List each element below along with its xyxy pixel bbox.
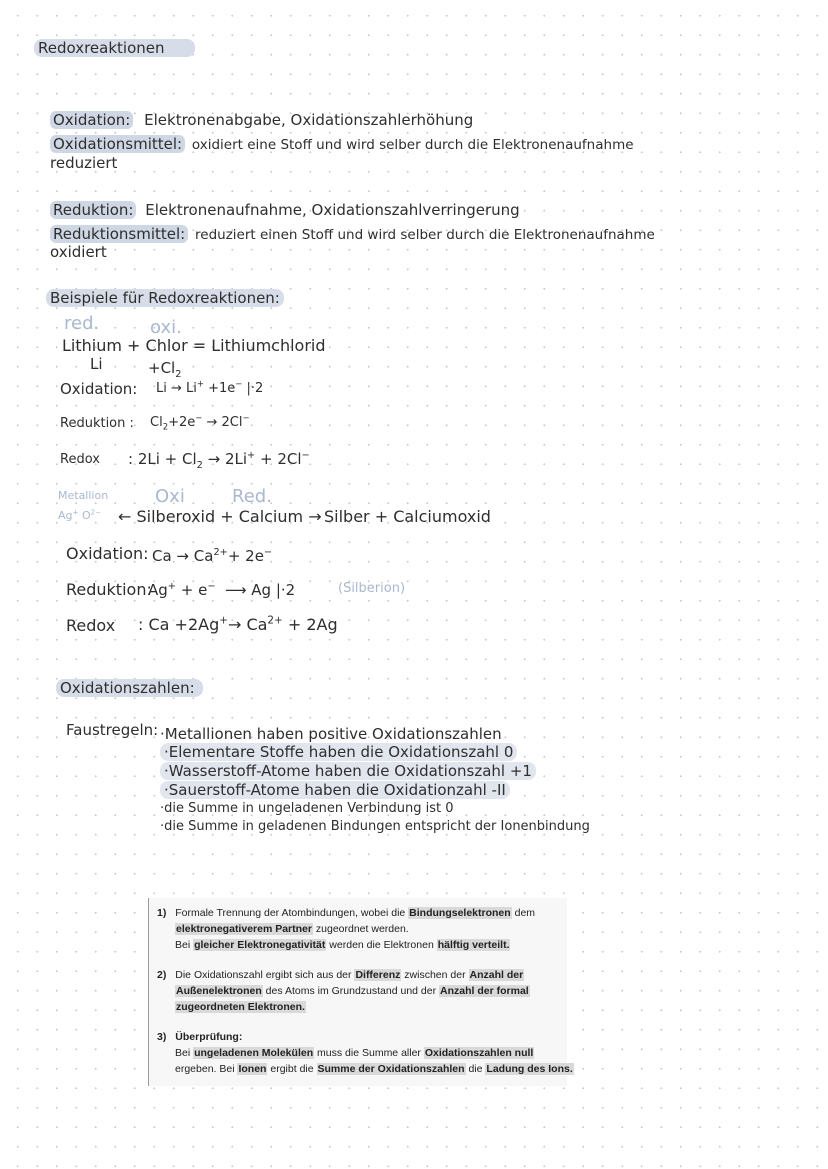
r1-c: dem	[511, 907, 536, 919]
printed-rules-box	[148, 898, 573, 1086]
ex2-red-a: Ag	[148, 581, 168, 599]
rule-item-text: ·Sauerstoff-Atome haben die Oxidationzahl -II	[160, 781, 510, 799]
ex2-note: (Silberion)	[338, 581, 406, 596]
ex2-ox-sup2: −	[263, 547, 273, 558]
text-oxidation: Elektronenabgabe, Oxidationszahlerhöhung	[144, 111, 474, 129]
rule-item: ·die Summe in ungeladenen Verbindung ist 0	[160, 801, 454, 816]
rule-item	[160, 782, 510, 799]
ex2-rdx-sup: +	[219, 614, 228, 627]
faustregeln-label: Faustregeln:	[66, 721, 159, 739]
ex1-ox-a: Li → Li	[156, 381, 197, 396]
ex2-red-rest: + e	[175, 581, 208, 599]
ex2-red-sup: +	[167, 581, 176, 592]
ex2-rdx-end: + 2Ag	[282, 615, 338, 634]
ex1-redox-eq	[128, 450, 310, 471]
printed-rule-2	[157, 968, 530, 1015]
ex2-ions-o-sup: 2−	[90, 507, 102, 517]
term-reduktionsmittel: Reduktionsmittel:	[50, 225, 188, 243]
rule-item-text: ·Elementare Stoffe haben die Oxidationszahl 0	[160, 743, 517, 761]
r2-g: Anzahl der formal	[440, 984, 529, 997]
r1-i: hälftig verteilt.	[437, 938, 510, 951]
ex2-ox-rest: + 2e	[227, 547, 264, 565]
r1-a: Formale Trennung der Atombindungen, wobei die	[175, 907, 409, 919]
text-reduktionsmittel-2: oxidiert	[50, 243, 107, 261]
r2-d: Anzahl der	[469, 969, 524, 981]
r2-e: Außenelektronen	[176, 984, 262, 997]
oxidationszahlen-heading	[56, 680, 203, 697]
ex1-oxi-label: oxi.	[150, 317, 182, 338]
ex1-rdx-sub: 2	[196, 460, 203, 471]
ex2-reduktion-eq	[148, 582, 295, 599]
ex2-ox-a: Ca → Ca	[152, 547, 214, 565]
ex1-cl2-plus: +Cl	[148, 359, 176, 377]
r2-c: zwischen der	[401, 969, 469, 981]
ex1-rdx-rest: → 2Li	[202, 450, 248, 468]
ex1-rdx-end: + 2Cl	[255, 450, 302, 468]
ex2-oxi-label: Oxi	[155, 486, 185, 507]
text-reduktionsmittel: reduziert einen Stoff und wird selber durch die Elektronenaufnahme	[195, 227, 655, 243]
ex1-ox-sup: +	[196, 378, 204, 389]
ex2-red-sup2: −	[207, 581, 216, 592]
r2-a: Die Oxidationszahl ergibt sich aus der	[175, 969, 355, 981]
rule-2-number: 2)	[157, 969, 167, 981]
r1-h: werden die Elektronen	[326, 938, 437, 951]
ex1-equation-words: Lithium + Chlor = Lithiumchlorid	[62, 336, 326, 355]
r1-f: Bei	[175, 938, 194, 951]
r3-c: ungeladenen Molekülen	[194, 1046, 314, 1059]
ex2-rdx-sup2: 2+	[267, 614, 283, 627]
ex1-reduktion-eq	[150, 412, 250, 432]
r3-d: muss die Summe aller	[314, 1046, 424, 1059]
ex1-cl2	[148, 359, 182, 380]
ex1-oxidation-label: Oxidation:	[60, 380, 138, 398]
oxidationszahlen-heading-text: Oxidationszahlen:	[56, 679, 203, 697]
ex2-rdx-rest: → Ca	[227, 615, 268, 634]
r3-j: die	[465, 1062, 486, 1075]
ex1-red-label: red.	[64, 313, 100, 334]
r1-b: Bindungselektronen	[409, 907, 511, 919]
definition-reduktionsmittel	[50, 226, 655, 244]
r3-i: Summe der Oxidationszahlen	[317, 1062, 465, 1075]
ex2-equation-words: ← Silberoxid + Calcium →	[118, 507, 322, 526]
ex2-ions-o: O	[78, 509, 91, 522]
ex2-oxidation-label: Oxidation:	[66, 544, 149, 563]
ex1-oxidation-eq	[156, 378, 264, 397]
ex1-rdx-sup2: −	[301, 450, 310, 461]
ex1-red-sub: 2	[162, 421, 169, 432]
examples-heading-text: Beispiele für Redoxreaktionen:	[46, 289, 284, 307]
r3-f: ergeben. Bei	[175, 1062, 238, 1075]
r2-h: zugeordneten Elektronen.	[176, 1000, 305, 1013]
ex2-rdx-a: : Ca +2Ag	[138, 615, 220, 634]
r2-f: des Atoms im Grundzustand und der	[262, 984, 440, 997]
ex1-red-sup2: −	[242, 412, 250, 423]
ex1-reduktion-label: Reduktion :	[60, 416, 134, 431]
page-title-text: Redoxreaktionen	[34, 39, 195, 57]
ex1-li: Li	[90, 355, 103, 373]
ex2-ions-ag: Ag	[58, 509, 73, 522]
ex2-redox-label: Redox	[66, 616, 116, 635]
printed-rule-1	[157, 906, 535, 953]
ex1-rdx-a: : 2Li + Cl	[128, 450, 197, 468]
ex2-red-end: ⟶ Ag |·2	[215, 581, 296, 599]
ex2-oxidation-eq	[152, 548, 272, 565]
definition-reduktion	[50, 202, 520, 219]
ex2-products: Silber + Calciumoxid	[324, 507, 491, 526]
r1-g: gleicher Elektronegativität	[194, 938, 326, 951]
term-reduktion: Reduktion:	[50, 201, 136, 219]
text-oxidationsmittel-2: reduziert	[50, 154, 118, 172]
page-title	[34, 40, 195, 57]
rule-item: ·Metallionen haben positive Oxidationszahlen	[160, 725, 502, 743]
rule-3-number: 3)	[157, 1031, 167, 1043]
rule-item	[160, 763, 536, 780]
ex1-red-rest: +2e	[168, 415, 196, 430]
rule-item	[160, 744, 517, 761]
rule-item: ·die Summe in geladenen Bindungen entspricht der Ionenbindung	[160, 819, 590, 834]
ex2-metallion-label: Metallion	[58, 489, 109, 502]
ex2-red-label: Red.	[232, 486, 272, 507]
r1-d: elektronegativerem Partner	[176, 922, 312, 935]
ex2-ions	[58, 507, 102, 523]
text-reduktion: Elektronenaufnahme, Oxidationszahlverringerung	[145, 201, 520, 219]
ex1-ox-sup2: −	[235, 378, 243, 389]
term-oxidationsmittel: Oxidationsmittel:	[50, 135, 185, 153]
ex1-ox-factor: |·2	[242, 381, 264, 396]
definition-oxidationsmittel	[50, 136, 634, 154]
ex1-red-end: → 2Cl	[202, 415, 243, 430]
r3-a: Überprüfung:	[175, 1031, 243, 1043]
ex2-ions-sup: +	[72, 507, 79, 517]
rule-item-text: ·Wasserstoff-Atome haben die Oxidationszahl +1	[160, 762, 536, 780]
r1-e: zugeordnet werden.	[312, 922, 409, 935]
ex1-red-sup: −	[195, 412, 203, 423]
ex1-redox-label: Redox	[60, 452, 100, 467]
ex2-reduktion-label: Reduktion:	[66, 580, 152, 599]
ex1-ox-rest: +1e	[203, 381, 236, 396]
ex1-rdx-sup: +	[247, 450, 256, 461]
printed-rule-3	[157, 1030, 574, 1077]
examples-heading	[46, 290, 284, 307]
r3-g: Ionen	[238, 1062, 267, 1075]
ex2-ox-sup: 2+	[213, 547, 228, 558]
r3-h: ergibt die	[267, 1062, 317, 1075]
ex1-red-a: Cl	[150, 415, 163, 430]
definition-oxidation	[50, 112, 473, 129]
rule-1-number: 1)	[157, 907, 167, 919]
ex1-cl2-sub: 2	[175, 369, 182, 380]
term-oxidation: Oxidation:	[50, 111, 133, 129]
r3-e: Oxidationszahlen null	[424, 1046, 534, 1059]
text-oxidationsmittel: oxidiert eine Stoff und wird selber durch die Elektronenaufnahme	[191, 137, 634, 153]
r3-k: Ladung des Ions.	[486, 1062, 573, 1075]
ex2-redox-eq	[138, 616, 338, 634]
r2-b: Differenz	[355, 969, 401, 981]
r3-b: Bei	[175, 1046, 194, 1059]
